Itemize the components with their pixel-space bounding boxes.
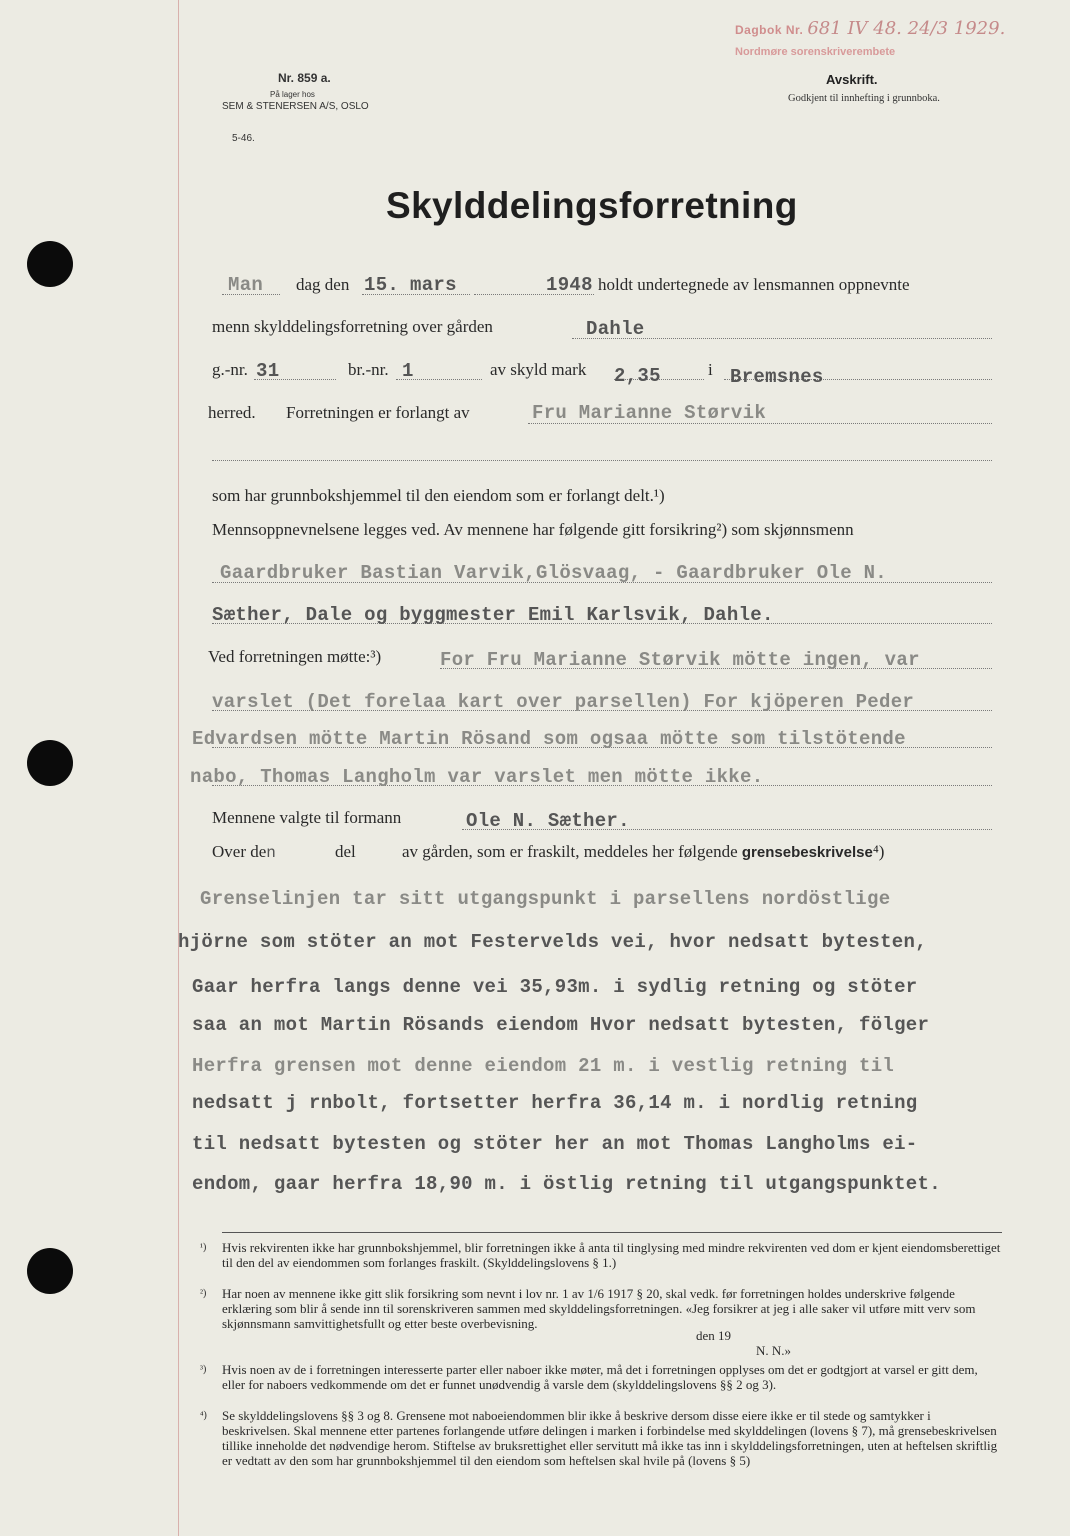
hjemmel-text: som har grunnbokshjemmel til den eiendom som er forlangt delt.¹)	[212, 486, 665, 505]
footnote-2: ²) Har noen av mennene ikke gitt slik forsikring som nevnt i lov nr. 1 av 1/6 1917 § 20, skal vedk. før forretningen holdes underskrive følgende erklæring som blir å sende inn til sorenskriveren sammen med skylddelingsforretningen. «Jeg forsikrer at jeg i alle saker vil utføre mitt verv som skjønnsmann samvittighetsfullt og etter beste overbevisning.	[200, 1286, 976, 1331]
footnote-4: ⁴) Se skylddelingslovens §§ 3 og 8. Grensene mot naboeiendommen blir ikke å beskrive dersom disse eiere ikke er til stede og samtykker i beskrivelsen. Skal mennene etter partenes forlangende utføre delingen i marken i forbindelse med skylddelingen (lovens § 7), må grensebeskrivelsen tillike inneholde det nødvendige herom. Stiftelse av bruksrettighet eller servitutt må ikke tas inn i skylddelingsforretningen, uten at heftelsen skriftlig er vedtatt av den som har grunnbokshjemmel til den eiendom som heftelsen skal hvile på (lovens § 5)	[200, 1408, 998, 1468]
farm-label: menn skylddelingsforretning over gården	[212, 317, 493, 336]
herred-field: Bremsnes	[730, 366, 824, 388]
intro-text: holdt undertegnede av lensmannen oppnevnte	[598, 275, 910, 294]
printer-stock: På lager hos	[270, 90, 315, 99]
chair-label: Mennene valgte til formann	[212, 808, 402, 827]
attend-line-1: For Fru Marianne Størvik mötte ingen, var	[440, 649, 920, 671]
attend-line-4: nabo, Thomas Langholm var varslet men mötte ikke.	[190, 766, 764, 788]
printer-number: Nr. 859 a.	[278, 71, 331, 85]
dag-den-label: dag den	[296, 275, 350, 294]
boundary-line-7: til nedsatt bytesten og stöter her an mot Thomas Langholms ei-	[192, 1133, 918, 1155]
farm-field: Dahle	[586, 318, 645, 340]
boundary-line-4: saa an mot Martin Rösands eiendom Hvor nedsatt bytesten, fölger	[192, 1014, 930, 1036]
boundary-line-8: endom, gaar herfra 18,90 m. i östlig retning til utgangspunktet.	[192, 1173, 941, 1195]
footnote-2-sign: N. N.»	[756, 1343, 792, 1358]
footnote-2-date: den 19	[696, 1328, 732, 1343]
boundary-line-6: nedsatt j rnbolt, fortsetter herfra 36,14 m. i nordlig retning	[192, 1092, 918, 1114]
boundary-line-1: Grenselinjen tar sitt utgangspunkt i parsellens nordöstlige	[200, 888, 891, 910]
bnr-label: br.-nr.	[348, 360, 389, 379]
del-label: del	[335, 842, 356, 861]
punch-hole-middle	[27, 740, 73, 786]
journal-stamp: Dagbok Nr. 681 IV 48. 24/3 1929.	[735, 18, 1006, 39]
footnote-3: ³) Hvis noen av de i forretningen interesserte parter eller naboer ikke møter, må det i forretningen opplyses om det er godtgjort at varsel er gitt dem, eller for naboers vedkommende om det er funnet unødvendig å varsle dem (skylddelingslovens §§ 2 og 3).	[200, 1362, 978, 1392]
approval-note: Godkjent til innhefting i grunnboka.	[788, 93, 940, 104]
boundary-line-3: Gaar herfra langs denne vei 35,93m. i sydlig retning og stöter	[192, 976, 918, 998]
men-line-2: Sæther, Dale og byggmester Emil Karlsvik, Dahle.	[212, 604, 774, 626]
skyld-label: av skyld mark	[490, 360, 587, 379]
requester-field: Fru Marianne Størvik	[532, 402, 767, 424]
avskrift-label: Avskrift.	[826, 72, 878, 87]
chair-field: Ole N. Sæther.	[466, 810, 630, 832]
year-field: 1948	[546, 274, 593, 296]
boundary-line-5: Herfra grensen mot denne eiendom 21 m. i vestlig retning til	[192, 1055, 895, 1077]
herred-label: herred.	[208, 403, 256, 422]
margin-rule	[178, 0, 179, 1536]
gnr-label: g.-nr.	[212, 360, 248, 379]
oppnevnelse-text: Mennsoppnevnelsene legges ved. Av mennene har følgende gitt forsikring²) som skjønnsmenn	[212, 520, 854, 539]
requested-label: Forretningen er forlangt av	[286, 403, 470, 422]
punch-hole-top	[27, 241, 73, 287]
day-field: 15.	[364, 274, 400, 296]
month-field: mars	[410, 274, 457, 296]
over-label: Over den	[212, 842, 277, 862]
men-line-1: Gaardbruker Bastian Varvik,Glösvaag, - Gaardbruker Ole N.	[220, 562, 888, 584]
gaarden-text: av gården, som er fraskilt, meddeles her følgende grensebeskrivelse⁴)	[402, 842, 885, 861]
attend-line-3: Edvardsen mötte Martin Rösand som ogsaa mötte som tilstötende	[192, 728, 906, 750]
punch-hole-bottom	[27, 1248, 73, 1294]
footnote-1: ¹) Hvis rekvirenten ikke har grunnbokshjemmel, blir forretningen ikke å anta til tinglysing med mindre rekvirenten ved dom er kjent eiendomsberettiget til den del av eiendommen som forlanges fraskilt. (Skylddelingslovens § 1.)	[200, 1240, 1001, 1270]
journal-stamp-office: Nordmøre sorenskriverembete	[735, 46, 896, 58]
page-title: Skylddelingsforretning	[386, 185, 798, 226]
gnr-field: 31	[256, 360, 280, 382]
footnote-rule	[222, 1232, 1002, 1233]
printer-edition: 5-46.	[232, 133, 255, 144]
weekday-field: Man	[228, 274, 264, 296]
printer-name: SEM & STENERSEN A/S, OSLO	[222, 101, 369, 112]
bnr-field: 1	[402, 360, 414, 382]
skyld-field: 2,35	[614, 365, 661, 387]
i-label: i	[708, 360, 713, 379]
attend-label: Ved forretningen møtte:³)	[208, 647, 382, 666]
boundary-line-2: hjörne som stöter an mot Festervelds vei, hvor nedsatt bytesten,	[178, 931, 927, 953]
attend-line-2: varslet (Det forelaa kart over parsellen) For kjöperen Peder	[212, 691, 915, 713]
